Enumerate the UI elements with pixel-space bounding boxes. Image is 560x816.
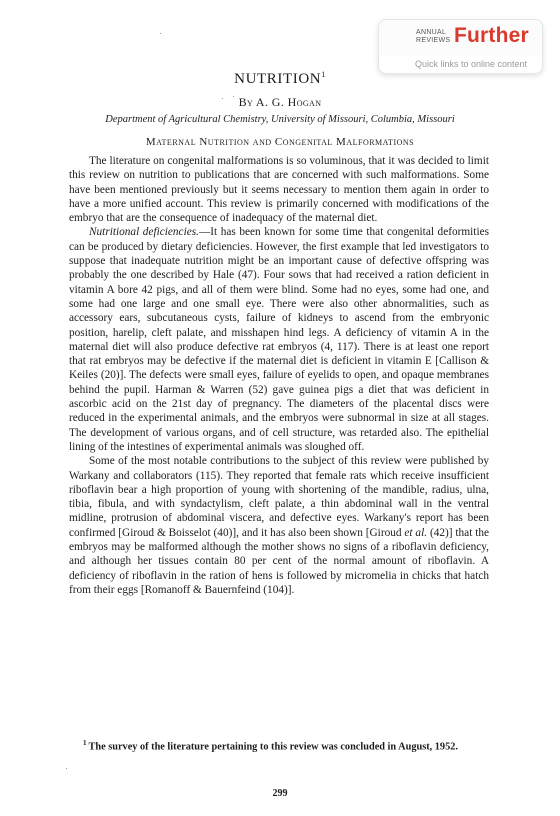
section-heading: Maternal Nutrition and Congenital Malformations	[145, 136, 415, 148]
et-al: et al.	[404, 526, 428, 539]
scan-speck	[222, 98, 223, 99]
scan-speck	[160, 33, 161, 34]
paragraph-3: Some of the most notable contributions to the subject of this review were published by Warkany and collaborators (115). They reported that female rats which receive insufficient riboflavin bear a high proportion of young with shortening of the mandible, radius, ulna, tibia, fibula, and with syndactylism, cleft palate, a thin abdominal wall in the ventral midline, protrusion of abdominal viscera, and defective eyes. Warkany's report has been confirmed [Giroud & Boisselot (40)], and it has also been shown [Giroud et al. (42)] that the embryos may be malformed although the mother shows no signs of a riboflavin deficiency, and although her tissues contain 80 per cent of the normal amount of riboflavin. A deficiency of riboflavin in the ration of hens is followed by micromelia in chicks that hatch from their eggs [Romanoff & Bauernfeind (104)].	[69, 455, 490, 596]
badge-brand-small: ANNUAL REVIEWS	[416, 29, 451, 44]
paragraph-2	[69, 225, 489, 454]
scan-speck	[233, 96, 234, 97]
badge-subtitle: Quick links to online content	[415, 59, 528, 69]
title-footnote-mark: 1	[321, 70, 326, 79]
footnote	[69, 737, 489, 754]
author-line: By A. G. Hogan	[238, 95, 322, 109]
article-title: NUTRITION$^1$	[234, 70, 326, 87]
paragraph-2-text: —It has been known for some time that congenital deformities can be produced by dietary deficiencies. However, the first example that led investigators to suppose that inadequate nutrition might be an important cause of defective offspring was probably the one described by Hale (47). Four sows that had received a ration deficient in vitamin A bore 42 pigs, and all of them were blind. Some had no eyes, some had one, and some had one large and one small eye. There were also other abnormalities, such as accessory ears, subcutaneous cysts, failure of kidneys to ascend from the embryonic position, harelip, cleft palate, and misshapen hind legs. A deficiency of vitamin A in the maternal diet will also produce defective rat embryos (4, 117). There is at least one report that rat embryos may be defective if the maternal diet is deficient in vitamin E [Callison & Keiles (20)]. The defects were small eyes, failure of eyelids to open, and opaque membranes behind the pupil. Harman & Warren (52) gave guinea pigs a diet that was deficient in ascorbic acid on the 21st day of pregnancy. The diameters of the placental discs were reduced in the experimental animals, and the embryos were subnormal in size at all stages. The development of various organs, and of cell structure, was retarded also. The epithelial lining of the intestines of experimental animals was sloughed off.	[69, 226, 489, 453]
badge-brand-name: Further	[454, 24, 529, 47]
article-body	[69, 154, 489, 597]
footnote-mark: 1	[83, 739, 87, 747]
further-quick-links-badge[interactable]	[378, 19, 543, 74]
department-affiliation: Department of Agricultural Chemistry, University of Missouri, Columbia, Missouri	[105, 114, 455, 125]
paragraph-2-run-in-heading: Nutritional deficiencies.	[89, 226, 199, 239]
page-number: 299	[272, 788, 288, 799]
paragraph-1: The literature on congenital malformations is so voluminous, that it was decided to limit this review on nutrition to publications that are concerned with such malformations. Some have been mentioned previously but it seems necessary to mention them again in order to have a more unified account. This review is primarily concerned with modifications of the embryo that are the consequence of inadequacy of the maternal diet.	[69, 155, 489, 225]
scan-speck	[66, 768, 67, 769]
footnote-text: The survey of the literature pertaining to this review was concluded in August, 1952.	[88, 741, 458, 753]
